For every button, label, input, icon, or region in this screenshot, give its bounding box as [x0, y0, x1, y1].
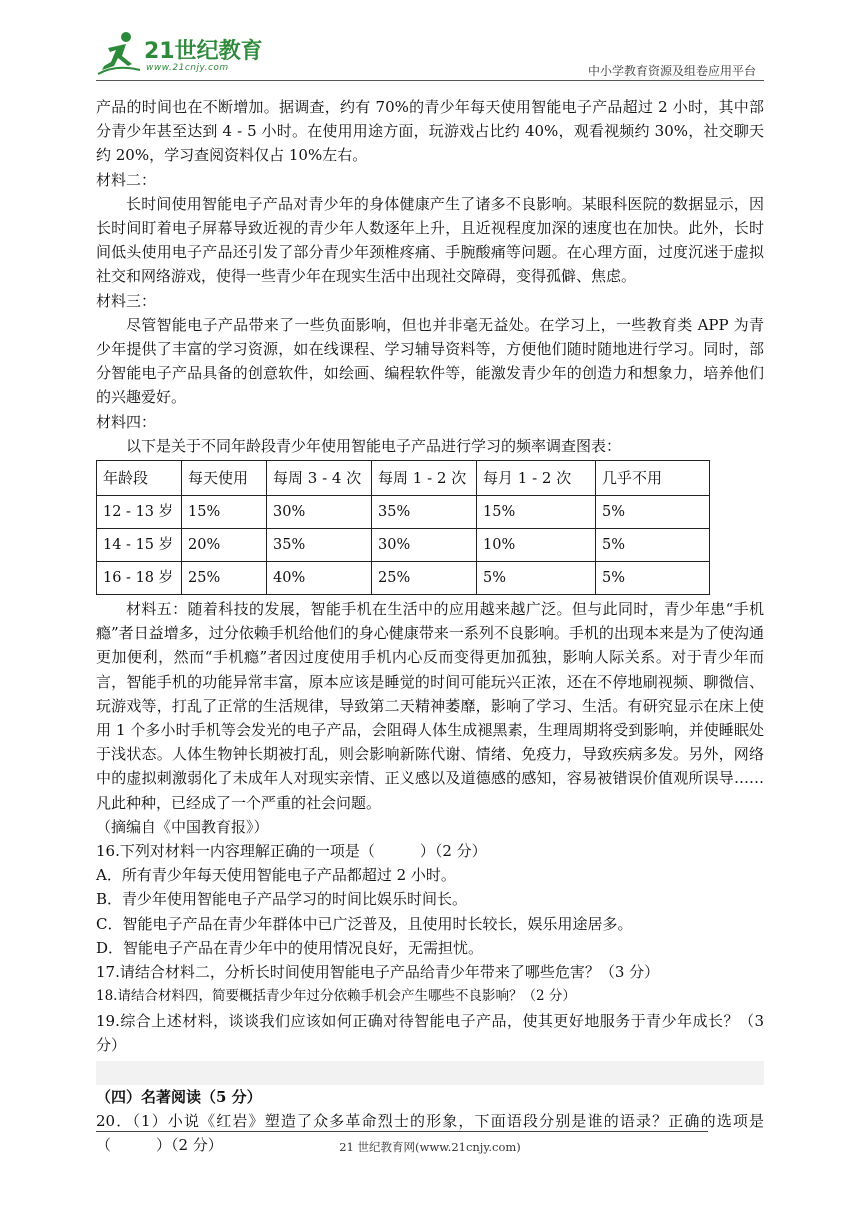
table-cell: 30%	[372, 529, 477, 562]
table-cell: 15%	[477, 496, 596, 529]
question-19: 19.综合上述材料，谈谈我们应该如何正确对待智能电子产品，使其更好地服务于青少年成长？（3 分）	[96, 1011, 764, 1054]
material2-text: 长时间使用智能电子产品对青少年的身体健康产生了诸多不良影响。某眼科医院的数据显示，因长时间盯着电子屏幕导致近视的青少年人数逐年上升，且近视程度加深的速度也在加快。此外，长时间低头使用电子产品还引发了部分青少年颈椎疼痛、手腕酸痛等问题。在心理方面，过度沉迷于虚拟社交和网络游戏，使得一些青少年在现实生活中出现社交障碍，变得孤僻、焦虑。	[96, 194, 764, 286]
page-header	[0, 0, 860, 82]
source-citation: （摘编自《中国教育报》）	[96, 817, 269, 836]
question-16: 16.下列对材料一内容理解正确的一项是（ ）（2 分）	[96, 842, 487, 861]
table-header-cell: 几乎不用	[596, 461, 710, 496]
table-header-cell: 年龄段	[97, 461, 182, 496]
table-header-cell: 每周 1 - 2 次	[372, 461, 477, 496]
table-header-cell: 每天使用	[182, 461, 267, 496]
material3-label: 材料三：	[96, 291, 157, 310]
footer-divider	[96, 1131, 708, 1132]
material4-label: 材料四：	[96, 412, 157, 431]
question-20: 20．（1）小说《红岩》塑造了众多革命烈士的形象，下面语段分别是谁的语录？正确的选项是（ ）（2 分）	[96, 1112, 764, 1155]
table-cell: 35%	[372, 496, 477, 529]
option-d: D．智能电子产品在青少年中的使用情况良好，无需担忧。	[96, 938, 484, 957]
question-17: 17.请结合材料二，分析长时间使用智能电子产品给青少年带来了哪些危害？（3 分）	[96, 963, 660, 982]
logo-url: www.21cnjy.com	[146, 63, 229, 73]
option-c: C．智能电子产品在青少年群体中已广泛普及，且使用时长较长，娱乐用途居多。	[96, 914, 633, 933]
table-cell: 14 - 15 岁	[97, 529, 182, 562]
table-row	[97, 496, 710, 529]
section-heading: （四）名著阅读（5 分）	[96, 1087, 262, 1106]
table-cell: 10%	[477, 529, 596, 562]
option-b: B．青少年使用智能电子产品学习的时间比娱乐时间长。	[96, 890, 468, 909]
frequency-table	[96, 460, 710, 595]
table-header-cell: 每月 1 - 2 次	[477, 461, 596, 496]
table-cell: 16 - 18 岁	[97, 562, 182, 595]
material1-continuation: 产品的时间也在不断增加。据调查，约有 70%的青少年每天使用智能电子产品超过 2 小时，其中部分青少年甚至达到 4 - 5 小时。在使用用途方面，玩游戏占比约 40%，观看视频约 30%，社交聊天约 20%，学习查阅资料仅占 10%左右。	[96, 98, 764, 165]
table-cell: 5%	[596, 562, 710, 595]
runner-logo-icon	[96, 30, 142, 76]
table-cell: 5%	[596, 529, 710, 562]
table-header-cell: 每周 3 - 4 次	[267, 461, 372, 496]
header-divider	[96, 80, 764, 81]
material2-label: 材料二：	[96, 170, 157, 189]
table-cell: 12 - 13 岁	[97, 496, 182, 529]
site-logo[interactable]	[96, 30, 266, 78]
table-header-row	[97, 461, 710, 496]
question-18: 18.请结合材料四，简要概括青少年过分依赖手机会产生哪些不良影响？（2 分）	[96, 988, 576, 1005]
page-footer: 21 世纪教育网(www.21cnjy.com)	[339, 1140, 521, 1154]
platform-title: 中小学教育资源及组卷应用平台	[587, 64, 756, 78]
answer-space	[96, 1061, 764, 1085]
table-cell: 15%	[182, 496, 267, 529]
option-a: A．所有青少年每天使用智能电子产品都超过 2 小时。	[96, 866, 456, 885]
table-row	[97, 529, 710, 562]
table-cell: 5%	[596, 496, 710, 529]
logo-text: 21世纪教育	[144, 39, 263, 64]
table-row	[97, 562, 710, 595]
material5-text: 材料五：随着科技的发展，智能手机在生活中的应用越来越广泛。但与此同时，青少年患“手机瘾”者日益增多，过分依赖手机给他们的身心健康带来一系列不良影响。手机的出现本来是为了使沟通更加便利，然而“手机瘾”者因过度使用手机内心反而变得更加孤独，影响人际关系。对于青少年而言，智能手机的功能异常丰富，原本应该是睡觉的时间可能玩兴正浓，还在不停地刷视频、聊微信、玩游戏等，打乱了正常的生活规律，导致第二天精神萎靡，影响了学习、生活。有研究显示在床上使用 1 个多小时手机等会发光的电子产品，会阻碍人体生成褪黑素，生理周期将受到影响，并使睡眠处于浅状态。人体生物钟长期被打乱，则会影响新陈代谢、情绪、免疫力，导致疾病多发。另外，网络中的虚拟刺激弱化了未成年人对现实亲情、正义感以及道德感的感知，容易被错误价值观所误导……凡此种种，已经成了一个严重的社会问题。	[96, 600, 764, 812]
material3-text: 尽管智能电子产品带来了一些负面影响，但也并非毫无益处。在学习上，一些教育类 APP 为青少年提供了丰富的学习资源，如在线课程、学习辅导资料等，方便他们随时随地进行学习。同时，部分智能电子产品具备的创意软件，如绘画、编程软件等，能激发青少年的创造力和想象力，培养他们的兴趣爱好。	[96, 315, 764, 407]
table-cell: 5%	[477, 562, 596, 595]
table-cell: 25%	[372, 562, 477, 595]
table-cell: 20%	[182, 529, 267, 562]
table-cell: 35%	[267, 529, 372, 562]
document-body	[96, 95, 764, 1158]
table-cell: 40%	[267, 562, 372, 595]
material4-intro: 以下是关于不同年龄段青少年使用智能电子产品进行学习的频率调查图表：	[126, 436, 622, 455]
table-cell: 30%	[267, 496, 372, 529]
table-cell: 25%	[182, 562, 267, 595]
